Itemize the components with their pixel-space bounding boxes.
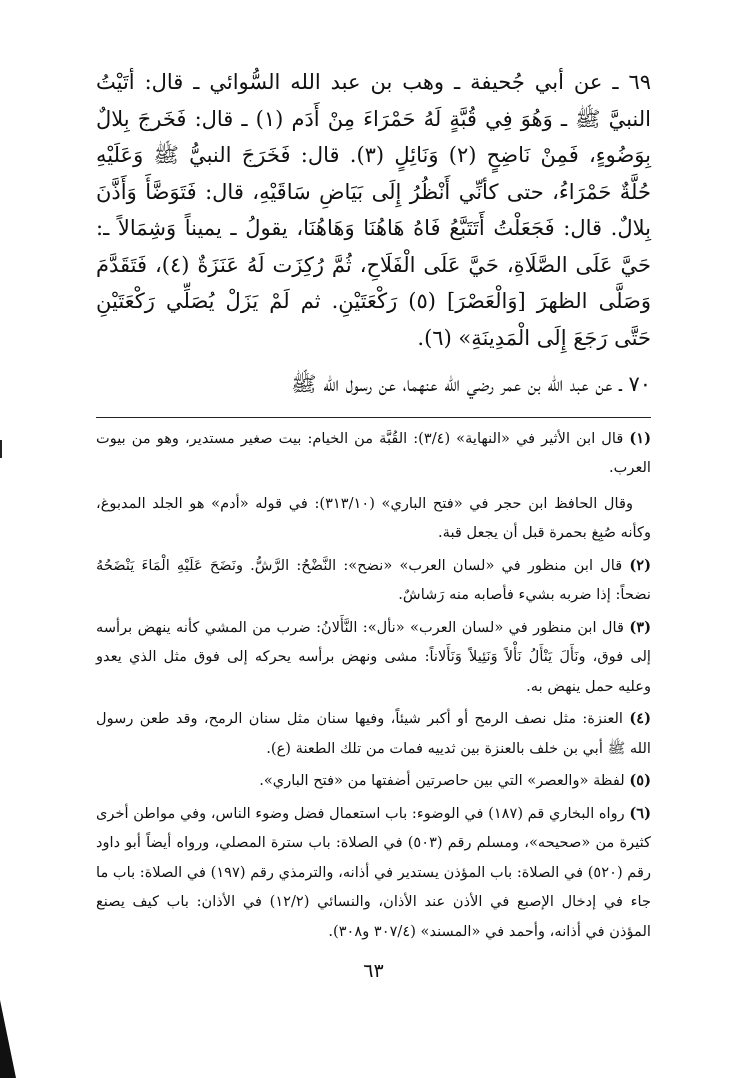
footnote-text: لفظة «والعصر» التي بين حاصرتين أضفتها من «فتح الباري». <box>259 772 625 789</box>
footnote-1 <box>96 424 651 483</box>
footnote-number: (٤) <box>629 710 651 727</box>
footnote-divider <box>96 417 651 418</box>
scan-edge-mark <box>0 440 2 458</box>
footnote-number: (٣) <box>629 618 652 636</box>
footnote-number: (١) <box>629 429 651 447</box>
footnote-text: وقال الحافظ ابن حجر في «فتح الباري» (٣١٣/١٠): في قوله «أدم» هو الجلد المدبوغ، وكأنه صُبِغ بحمرة قبل أن يجعل قبة. <box>96 494 651 541</box>
footnote-text: قال ابن منظور في «لسان العرب» «نضح»: النَّضْحُ: الرَّشُّ. ونَضَحَ عَلَيْهِ الْمَاءَ يَنْضَحُهُ نضحاً: إذا ضربه بشيء فأصابه منه رَشاشٌ. <box>96 556 651 603</box>
footnotes <box>96 424 651 947</box>
footnote-1-continuation <box>96 489 651 548</box>
main-text <box>96 64 651 403</box>
footnote-5 <box>96 766 651 796</box>
footnote-number: (٥) <box>629 772 651 789</box>
footnote-4 <box>96 704 651 763</box>
footnote-text: قال ابن الأثير في «النهاية» (٣/٤): القُبَّة من الخيام: بيت صغير مستدير، وهو من بيوت العرب. <box>96 429 651 476</box>
book-page <box>96 64 651 982</box>
footnote-text: رواه البخاري قم (١٨٧) في الوضوء: باب استعمال فضل وضوء الناس، وفي مواطن أخرى كثيرة من «صحيحه»، ومسلم رقم (٥٠٣) في الصلاة: باب سترة المصلي، ورواه أيضاً أبو داود رقم (٥٢٠) في الصلاة: باب المؤذن يستدير في أذانه، والترمذي رقم (١٩٧) في الصلاة: باب ما جاء في إدخال الإصبع في الأذن عند الأذان، والنسائي (١٢/٢) في الأذان: باب كيف يصنع المؤذن في أذانه، وأحمد في «المسند» (٣٠٧/٤ و٣٠٨). <box>96 804 652 940</box>
hadith-70: ٧٠ ـ عن عبد الله بن عمر رضي الله عنهما، عن رسول الله ﷺ <box>291 372 651 396</box>
footnote-text: قال ابن منظور في «لسان العرب» «نأل»: النَّأَلانُ: ضرب من المشي كأنه ينهض برأسه إلى فوق، ونَأَلَ يَنْأَلُ نَأْلاً وَنَئِيلاً وَنَأَلاناً: مشى ونهض برأسه يحركه إلى فوق مثل الذي يعدو وعليه حمل ينهض به. <box>96 618 651 695</box>
scan-corner-shadow <box>0 1000 16 1078</box>
footnote-3 <box>96 613 651 702</box>
footnote-number: (٢) <box>629 556 651 574</box>
footnote-6 <box>96 799 651 947</box>
footnote-2 <box>96 551 651 610</box>
page-number: ٦٣ <box>363 960 384 982</box>
hadith-69: ٦٩ ـ عن أبي جُحيفة ـ وهب بن عبد الله السُّوائي ـ قال: أتَيْتُ النبيَّ ﷺ ـ وَهُوَ فِي قُبَّةٍ لَهُ حَمْرَاءَ مِنْ أَدَم (١) ـ قال: فَخَرجَ بِلالٌ بِوَضُوءٍ، فَمِنْ نَاضِحٍ (٢) وَنَائِلٍ (٣). قال: فَخَرَجَ النبيُّ ﷺ وَعَلَيْهِ حُلَّةٌ حَمْرَاءُ، حتى كأنِّي أَنْظُرُ إِلَى بَيَاضِ سَاقَيْهِ، قال: فَتَوَضَّأَ وَأَذَّنَ بِلالٌ. قال: فَجَعَلْتُ أَتَتَبَّعُ فَاهُ هَاهُنَا وَهَاهُنَا، يقولُ ـ يميناً وَشِمَالاً ـ: حَيَّ عَلَى الصَّلَاةِ، حَيَّ عَلَى الْفَلَاحِ، ثُمَّ رُكِزَت لَهُ عَنَزَةٌ (٤)، فَتَقَدَّمَ وَصَلَّى الظهرَ [وَالْعَصْرَ] (٥) رَكْعَتَيْنِ. ثم لَمْ يَزَلْ يُصَلِّي رَكْعَتَيْنِ حَتَّى رَجَعَ إِلَى الْمَدِينَةِ» (٦). <box>96 70 652 350</box>
footnote-text: العنزة: مثل نصف الرمح أو أكبر شيئاً، وفيها سنان مثل سنان الرمح، وقد طعن رسول الله ﷺ أبي بن خلف بالعنزة بين ثدييه فمات من تلك الطعنة (ع). <box>96 710 651 757</box>
footnote-number: (٦) <box>629 804 652 822</box>
